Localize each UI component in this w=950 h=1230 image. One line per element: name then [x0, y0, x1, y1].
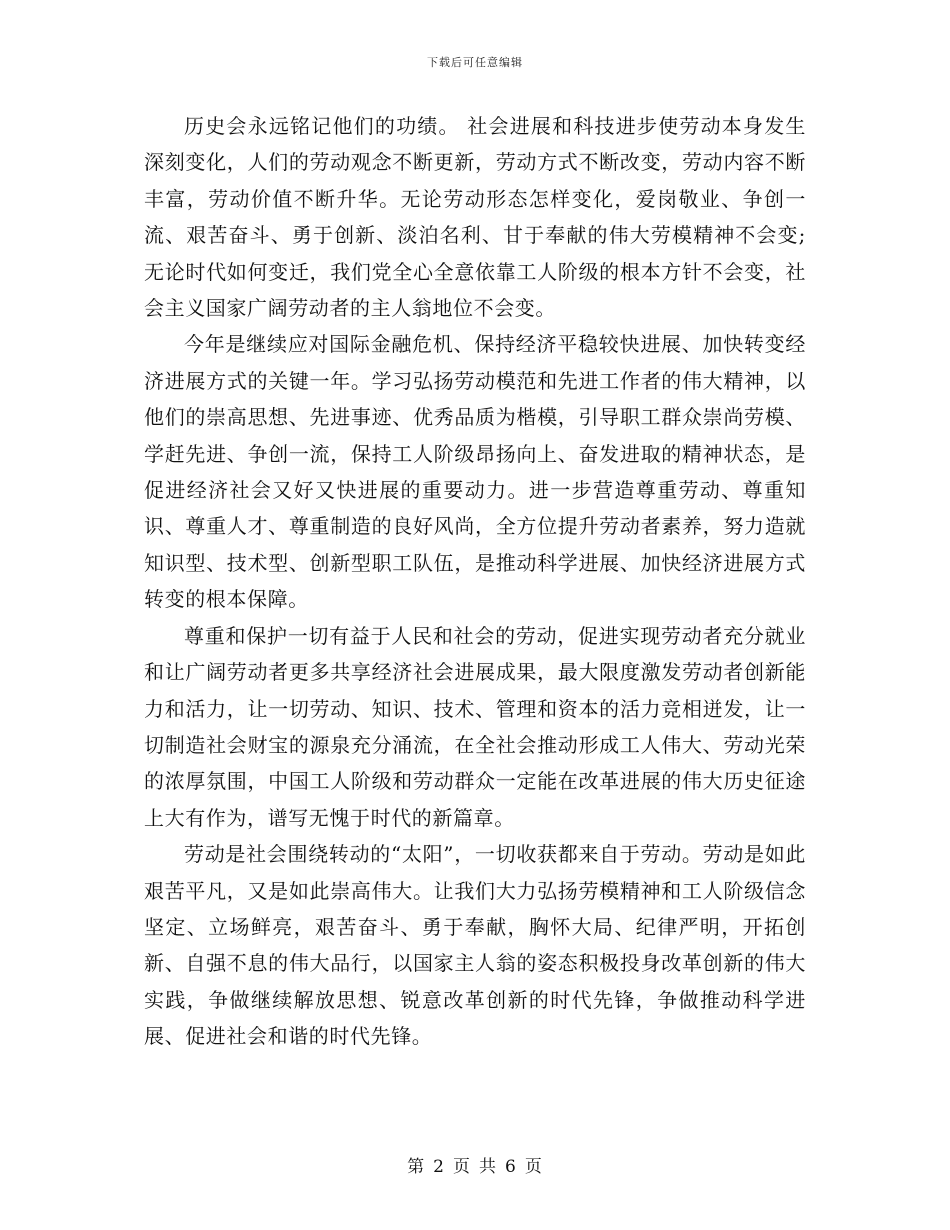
paragraph-3: 尊重和保护一切有益于人民和社会的劳动，促进实现劳动者充分就业和让广阔劳动者更多共享经济社会进展成果，最大限度激发劳动者创新能力和活力，让一切劳动、知识、技术、管理和资本的活力竞相迸发，让一切制造社会财宝的源泉充分涌流，在全社会推动形成工人伟大、劳动光荣的浓厚氛围，中国工人阶级和劳动群众一定能在改革进展的伟大历史征途上大有作为，谱写无愧于时代的新篇章。: [144, 623, 806, 830]
header-note: 下载后可任意编辑: [427, 56, 523, 69]
page-word: 页: [453, 1157, 471, 1177]
total-prefix: 共: [479, 1157, 497, 1177]
document-body: [144, 108, 806, 1055]
page-suffix: 页: [524, 1157, 543, 1177]
current-page-number: 2: [433, 1157, 445, 1177]
total-page-count: 6: [505, 1157, 517, 1177]
paragraph-2: 今年是继续应对国际金融危机、保持经济平稳较快进展、加快转变经济进展方式的关键一年。学习弘扬劳动模范和先进工作者的伟大精神，以他们的崇高思想、先进事迹、优秀品质为楷模，引导职工群众崇尚劳模、学赶先进、争创一流，保持工人阶级昂扬向上、奋发进取的精神状态，是促进经济社会又好又快进展的重要动力。进一步营造尊重劳动、尊重知识、尊重人才、尊重制造的良好风尚，全方位提升劳动者素养，努力造就知识型、技术型、创新型职工队伍，是推动科学进展、加快经济进展方式转变的根本保障。: [144, 332, 806, 612]
page-prefix: 第: [407, 1157, 426, 1177]
paragraph-4: 劳动是社会围绕转动的“太阳”，一切收获都来自于劳动。劳动是如此艰苦平凡，又是如此崇高伟大。让我们大力弘扬劳模精神和工人阶级信念坚定、立场鲜亮，艰苦奋斗、勇于奉献，胸怀大局、纪律严明，开拓创新、自强不息的伟大品行，以国家主人翁的姿态积极投身改革创新的伟大实践，争做继续解放思想、锐意改革创新的时代先锋，争做推动科学进展、促进社会和谐的时代先锋。: [144, 842, 806, 1049]
page-footer: [0, 1152, 950, 1177]
paragraph-1: 历史会永远铭记他们的功绩。 社会进展和科技进步使劳动本身发生深刻变化，人们的劳动观念不断更新，劳动方式不断改变，劳动内容不断丰富，劳动价值不断升华。无论劳动形态怎样变化，爱岗敬业、争创一流、艰苦奋斗、勇于创新、淡泊名利、甘于奉献的伟大劳模精神不会变;无论时代如何变迁，我们党全心全意依靠工人阶级的根本方针不会变，社会主义国家广阔劳动者的主人翁地位不会变。: [144, 114, 806, 321]
